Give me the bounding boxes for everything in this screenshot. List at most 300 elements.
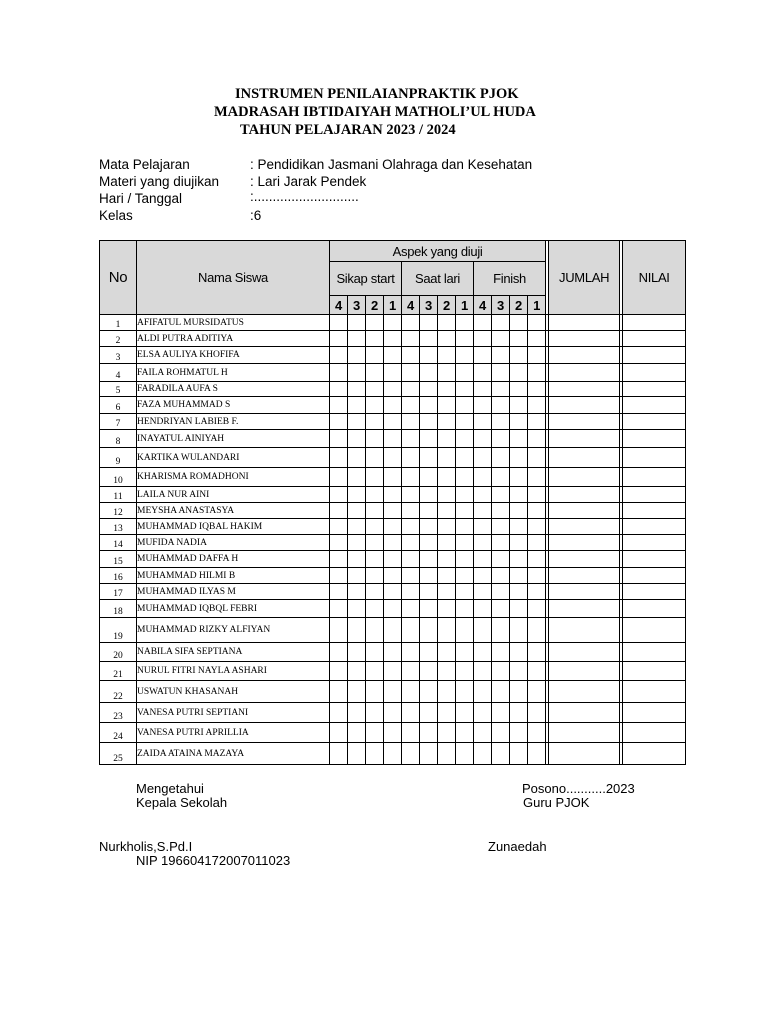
score-cell[interactable] <box>438 503 456 519</box>
score-cell[interactable] <box>348 347 366 364</box>
score-cell[interactable] <box>492 600 510 618</box>
score-cell[interactable] <box>456 600 474 618</box>
score-cell[interactable] <box>474 643 492 662</box>
score-cell[interactable] <box>420 551 438 568</box>
score-cell[interactable] <box>510 487 528 503</box>
score-cell[interactable] <box>438 414 456 430</box>
score-cell[interactable] <box>330 643 348 662</box>
score-cell[interactable] <box>492 468 510 487</box>
total-cell[interactable] <box>549 315 620 331</box>
score-cell[interactable] <box>474 723 492 743</box>
score-cell[interactable] <box>384 618 402 643</box>
score-cell[interactable] <box>492 315 510 331</box>
score-cell[interactable] <box>438 448 456 468</box>
score-cell[interactable] <box>348 364 366 382</box>
score-cell[interactable] <box>438 600 456 618</box>
score-cell[interactable] <box>474 347 492 364</box>
score-cell[interactable] <box>474 397 492 414</box>
score-cell[interactable] <box>456 551 474 568</box>
score-cell[interactable] <box>510 703 528 723</box>
score-cell[interactable] <box>528 397 546 414</box>
score-cell[interactable] <box>438 315 456 331</box>
score-cell[interactable] <box>402 600 420 618</box>
score-cell[interactable] <box>528 535 546 551</box>
score-cell[interactable] <box>384 364 402 382</box>
score-cell[interactable] <box>402 584 420 600</box>
score-cell[interactable] <box>384 743 402 765</box>
score-cell[interactable] <box>510 414 528 430</box>
score-cell[interactable] <box>420 364 438 382</box>
score-cell[interactable] <box>528 448 546 468</box>
score-cell[interactable] <box>330 331 348 347</box>
score-cell[interactable] <box>492 743 510 765</box>
total-cell[interactable] <box>549 743 620 765</box>
score-cell[interactable] <box>528 503 546 519</box>
score-cell[interactable] <box>330 315 348 331</box>
score-cell[interactable] <box>510 364 528 382</box>
score-cell[interactable] <box>474 681 492 703</box>
score-cell[interactable] <box>366 448 384 468</box>
score-cell[interactable] <box>402 397 420 414</box>
score-cell[interactable] <box>492 643 510 662</box>
score-cell[interactable] <box>348 600 366 618</box>
score-cell[interactable] <box>528 331 546 347</box>
total-cell[interactable] <box>549 364 620 382</box>
score-cell[interactable] <box>438 551 456 568</box>
total-cell[interactable] <box>549 430 620 448</box>
score-cell[interactable] <box>456 468 474 487</box>
score-cell[interactable] <box>528 551 546 568</box>
score-cell[interactable] <box>528 584 546 600</box>
score-cell[interactable] <box>402 643 420 662</box>
score-cell[interactable] <box>330 468 348 487</box>
total-cell[interactable] <box>549 414 620 430</box>
score-cell[interactable] <box>366 681 384 703</box>
score-cell[interactable] <box>474 364 492 382</box>
score-cell[interactable] <box>492 535 510 551</box>
score-cell[interactable] <box>492 331 510 347</box>
score-cell[interactable] <box>474 519 492 535</box>
score-cell[interactable] <box>510 347 528 364</box>
score-cell[interactable] <box>438 681 456 703</box>
grade-cell[interactable] <box>623 503 686 519</box>
score-cell[interactable] <box>402 568 420 584</box>
score-cell[interactable] <box>510 331 528 347</box>
total-cell[interactable] <box>549 487 620 503</box>
total-cell[interactable] <box>549 551 620 568</box>
score-cell[interactable] <box>330 723 348 743</box>
score-cell[interactable] <box>474 487 492 503</box>
score-cell[interactable] <box>474 584 492 600</box>
score-cell[interactable] <box>528 568 546 584</box>
score-cell[interactable] <box>438 643 456 662</box>
score-cell[interactable] <box>528 519 546 535</box>
grade-cell[interactable] <box>623 347 686 364</box>
score-cell[interactable] <box>348 519 366 535</box>
score-cell[interactable] <box>420 414 438 430</box>
score-cell[interactable] <box>528 315 546 331</box>
score-cell[interactable] <box>366 703 384 723</box>
score-cell[interactable] <box>348 430 366 448</box>
score-cell[interactable] <box>510 397 528 414</box>
score-cell[interactable] <box>366 468 384 487</box>
score-cell[interactable] <box>366 643 384 662</box>
score-cell[interactable] <box>474 503 492 519</box>
score-cell[interactable] <box>510 568 528 584</box>
score-cell[interactable] <box>384 503 402 519</box>
score-cell[interactable] <box>330 503 348 519</box>
score-cell[interactable] <box>402 662 420 681</box>
score-cell[interactable] <box>366 551 384 568</box>
score-cell[interactable] <box>456 448 474 468</box>
score-cell[interactable] <box>366 519 384 535</box>
score-cell[interactable] <box>330 584 348 600</box>
grade-cell[interactable] <box>623 618 686 643</box>
score-cell[interactable] <box>384 723 402 743</box>
score-cell[interactable] <box>348 397 366 414</box>
grade-cell[interactable] <box>623 643 686 662</box>
score-cell[interactable] <box>366 382 384 397</box>
score-cell[interactable] <box>456 487 474 503</box>
score-cell[interactable] <box>438 331 456 347</box>
score-cell[interactable] <box>492 503 510 519</box>
score-cell[interactable] <box>456 723 474 743</box>
score-cell[interactable] <box>438 364 456 382</box>
total-cell[interactable] <box>549 448 620 468</box>
score-cell[interactable] <box>348 535 366 551</box>
grade-cell[interactable] <box>623 662 686 681</box>
score-cell[interactable] <box>420 331 438 347</box>
score-cell[interactable] <box>492 568 510 584</box>
score-cell[interactable] <box>420 503 438 519</box>
score-cell[interactable] <box>402 468 420 487</box>
score-cell[interactable] <box>420 723 438 743</box>
score-cell[interactable] <box>528 382 546 397</box>
score-cell[interactable] <box>456 430 474 448</box>
score-cell[interactable] <box>420 487 438 503</box>
score-cell[interactable] <box>528 723 546 743</box>
score-cell[interactable] <box>438 703 456 723</box>
score-cell[interactable] <box>348 723 366 743</box>
score-cell[interactable] <box>528 618 546 643</box>
score-cell[interactable] <box>330 347 348 364</box>
score-cell[interactable] <box>420 468 438 487</box>
score-cell[interactable] <box>528 681 546 703</box>
score-cell[interactable] <box>510 643 528 662</box>
score-cell[interactable] <box>474 468 492 487</box>
score-cell[interactable] <box>528 662 546 681</box>
grade-cell[interactable] <box>623 315 686 331</box>
total-cell[interactable] <box>549 703 620 723</box>
score-cell[interactable] <box>330 681 348 703</box>
score-cell[interactable] <box>474 331 492 347</box>
score-cell[interactable] <box>438 347 456 364</box>
total-cell[interactable] <box>549 600 620 618</box>
grade-cell[interactable] <box>623 535 686 551</box>
score-cell[interactable] <box>438 743 456 765</box>
score-cell[interactable] <box>366 568 384 584</box>
score-cell[interactable] <box>492 703 510 723</box>
score-cell[interactable] <box>348 662 366 681</box>
score-cell[interactable] <box>456 414 474 430</box>
score-cell[interactable] <box>384 643 402 662</box>
total-cell[interactable] <box>549 382 620 397</box>
score-cell[interactable] <box>420 681 438 703</box>
score-cell[interactable] <box>528 414 546 430</box>
score-cell[interactable] <box>366 600 384 618</box>
score-cell[interactable] <box>510 723 528 743</box>
score-cell[interactable] <box>474 662 492 681</box>
score-cell[interactable] <box>492 551 510 568</box>
score-cell[interactable] <box>420 600 438 618</box>
grade-cell[interactable] <box>623 487 686 503</box>
score-cell[interactable] <box>348 315 366 331</box>
score-cell[interactable] <box>384 468 402 487</box>
score-cell[interactable] <box>330 397 348 414</box>
score-cell[interactable] <box>366 347 384 364</box>
score-cell[interactable] <box>366 743 384 765</box>
score-cell[interactable] <box>330 618 348 643</box>
score-cell[interactable] <box>420 535 438 551</box>
score-cell[interactable] <box>474 414 492 430</box>
score-cell[interactable] <box>348 382 366 397</box>
score-cell[interactable] <box>330 600 348 618</box>
score-cell[interactable] <box>492 382 510 397</box>
score-cell[interactable] <box>330 662 348 681</box>
score-cell[interactable] <box>366 503 384 519</box>
score-cell[interactable] <box>510 743 528 765</box>
score-cell[interactable] <box>384 347 402 364</box>
score-cell[interactable] <box>456 568 474 584</box>
score-cell[interactable] <box>438 618 456 643</box>
score-cell[interactable] <box>528 643 546 662</box>
score-cell[interactable] <box>420 382 438 397</box>
score-cell[interactable] <box>330 568 348 584</box>
score-cell[interactable] <box>366 723 384 743</box>
total-cell[interactable] <box>549 347 620 364</box>
score-cell[interactable] <box>528 703 546 723</box>
score-cell[interactable] <box>348 468 366 487</box>
score-cell[interactable] <box>402 535 420 551</box>
score-cell[interactable] <box>366 584 384 600</box>
score-cell[interactable] <box>456 584 474 600</box>
score-cell[interactable] <box>438 397 456 414</box>
total-cell[interactable] <box>549 662 620 681</box>
grade-cell[interactable] <box>623 331 686 347</box>
score-cell[interactable] <box>474 535 492 551</box>
score-cell[interactable] <box>510 535 528 551</box>
score-cell[interactable] <box>438 487 456 503</box>
score-cell[interactable] <box>348 618 366 643</box>
total-cell[interactable] <box>549 503 620 519</box>
score-cell[interactable] <box>456 364 474 382</box>
score-cell[interactable] <box>402 723 420 743</box>
score-cell[interactable] <box>384 430 402 448</box>
score-cell[interactable] <box>474 551 492 568</box>
score-cell[interactable] <box>384 487 402 503</box>
score-cell[interactable] <box>456 519 474 535</box>
score-cell[interactable] <box>348 414 366 430</box>
score-cell[interactable] <box>348 681 366 703</box>
score-cell[interactable] <box>510 503 528 519</box>
score-cell[interactable] <box>420 448 438 468</box>
score-cell[interactable] <box>330 551 348 568</box>
score-cell[interactable] <box>492 519 510 535</box>
score-cell[interactable] <box>438 723 456 743</box>
score-cell[interactable] <box>474 568 492 584</box>
score-cell[interactable] <box>366 331 384 347</box>
score-cell[interactable] <box>420 568 438 584</box>
score-cell[interactable] <box>348 551 366 568</box>
grade-cell[interactable] <box>623 382 686 397</box>
grade-cell[interactable] <box>623 430 686 448</box>
score-cell[interactable] <box>438 662 456 681</box>
score-cell[interactable] <box>510 468 528 487</box>
score-cell[interactable] <box>330 519 348 535</box>
score-cell[interactable] <box>384 414 402 430</box>
score-cell[interactable] <box>330 364 348 382</box>
score-cell[interactable] <box>348 743 366 765</box>
grade-cell[interactable] <box>623 743 686 765</box>
score-cell[interactable] <box>456 743 474 765</box>
score-cell[interactable] <box>492 347 510 364</box>
score-cell[interactable] <box>402 519 420 535</box>
total-cell[interactable] <box>549 723 620 743</box>
grade-cell[interactable] <box>623 584 686 600</box>
grade-cell[interactable] <box>623 723 686 743</box>
grade-cell[interactable] <box>623 468 686 487</box>
score-cell[interactable] <box>456 643 474 662</box>
score-cell[interactable] <box>438 535 456 551</box>
score-cell[interactable] <box>456 397 474 414</box>
score-cell[interactable] <box>384 703 402 723</box>
score-cell[interactable] <box>510 448 528 468</box>
score-cell[interactable] <box>474 703 492 723</box>
score-cell[interactable] <box>456 535 474 551</box>
grade-cell[interactable] <box>623 364 686 382</box>
score-cell[interactable] <box>510 382 528 397</box>
score-cell[interactable] <box>402 618 420 643</box>
score-cell[interactable] <box>402 364 420 382</box>
total-cell[interactable] <box>549 397 620 414</box>
score-cell[interactable] <box>492 414 510 430</box>
score-cell[interactable] <box>492 397 510 414</box>
score-cell[interactable] <box>366 662 384 681</box>
score-cell[interactable] <box>438 430 456 448</box>
score-cell[interactable] <box>366 487 384 503</box>
score-cell[interactable] <box>420 618 438 643</box>
score-cell[interactable] <box>456 382 474 397</box>
grade-cell[interactable] <box>623 397 686 414</box>
score-cell[interactable] <box>384 681 402 703</box>
score-cell[interactable] <box>420 519 438 535</box>
score-cell[interactable] <box>510 430 528 448</box>
score-cell[interactable] <box>384 584 402 600</box>
score-cell[interactable] <box>474 743 492 765</box>
grade-cell[interactable] <box>623 681 686 703</box>
score-cell[interactable] <box>438 519 456 535</box>
score-cell[interactable] <box>402 503 420 519</box>
score-cell[interactable] <box>330 743 348 765</box>
score-cell[interactable] <box>510 600 528 618</box>
score-cell[interactable] <box>510 618 528 643</box>
score-cell[interactable] <box>330 448 348 468</box>
score-cell[interactable] <box>474 315 492 331</box>
grade-cell[interactable] <box>623 551 686 568</box>
score-cell[interactable] <box>528 430 546 448</box>
score-cell[interactable] <box>402 414 420 430</box>
score-cell[interactable] <box>384 551 402 568</box>
score-cell[interactable] <box>420 662 438 681</box>
score-cell[interactable] <box>438 568 456 584</box>
score-cell[interactable] <box>348 503 366 519</box>
score-cell[interactable] <box>330 535 348 551</box>
total-cell[interactable] <box>549 468 620 487</box>
score-cell[interactable] <box>348 568 366 584</box>
score-cell[interactable] <box>366 430 384 448</box>
score-cell[interactable] <box>456 618 474 643</box>
score-cell[interactable] <box>456 681 474 703</box>
score-cell[interactable] <box>366 315 384 331</box>
score-cell[interactable] <box>456 347 474 364</box>
grade-cell[interactable] <box>623 600 686 618</box>
score-cell[interactable] <box>348 487 366 503</box>
score-cell[interactable] <box>474 448 492 468</box>
score-cell[interactable] <box>528 743 546 765</box>
grade-cell[interactable] <box>623 414 686 430</box>
score-cell[interactable] <box>438 584 456 600</box>
score-cell[interactable] <box>438 382 456 397</box>
score-cell[interactable] <box>402 430 420 448</box>
score-cell[interactable] <box>528 364 546 382</box>
total-cell[interactable] <box>549 568 620 584</box>
grade-cell[interactable] <box>623 568 686 584</box>
total-cell[interactable] <box>549 584 620 600</box>
score-cell[interactable] <box>456 315 474 331</box>
score-cell[interactable] <box>420 743 438 765</box>
score-cell[interactable] <box>384 568 402 584</box>
score-cell[interactable] <box>330 414 348 430</box>
score-cell[interactable] <box>402 703 420 723</box>
score-cell[interactable] <box>366 535 384 551</box>
total-cell[interactable] <box>549 643 620 662</box>
score-cell[interactable] <box>402 681 420 703</box>
score-cell[interactable] <box>384 600 402 618</box>
score-cell[interactable] <box>348 703 366 723</box>
score-cell[interactable] <box>348 448 366 468</box>
score-cell[interactable] <box>510 519 528 535</box>
score-cell[interactable] <box>456 331 474 347</box>
score-cell[interactable] <box>402 347 420 364</box>
score-cell[interactable] <box>492 618 510 643</box>
score-cell[interactable] <box>402 382 420 397</box>
total-cell[interactable] <box>549 618 620 643</box>
score-cell[interactable] <box>456 703 474 723</box>
score-cell[interactable] <box>456 503 474 519</box>
total-cell[interactable] <box>549 535 620 551</box>
total-cell[interactable] <box>549 331 620 347</box>
score-cell[interactable] <box>366 618 384 643</box>
score-cell[interactable] <box>384 535 402 551</box>
score-cell[interactable] <box>492 723 510 743</box>
score-cell[interactable] <box>456 662 474 681</box>
score-cell[interactable] <box>384 331 402 347</box>
score-cell[interactable] <box>384 448 402 468</box>
score-cell[interactable] <box>402 331 420 347</box>
score-cell[interactable] <box>510 551 528 568</box>
score-cell[interactable] <box>528 468 546 487</box>
score-cell[interactable] <box>420 397 438 414</box>
